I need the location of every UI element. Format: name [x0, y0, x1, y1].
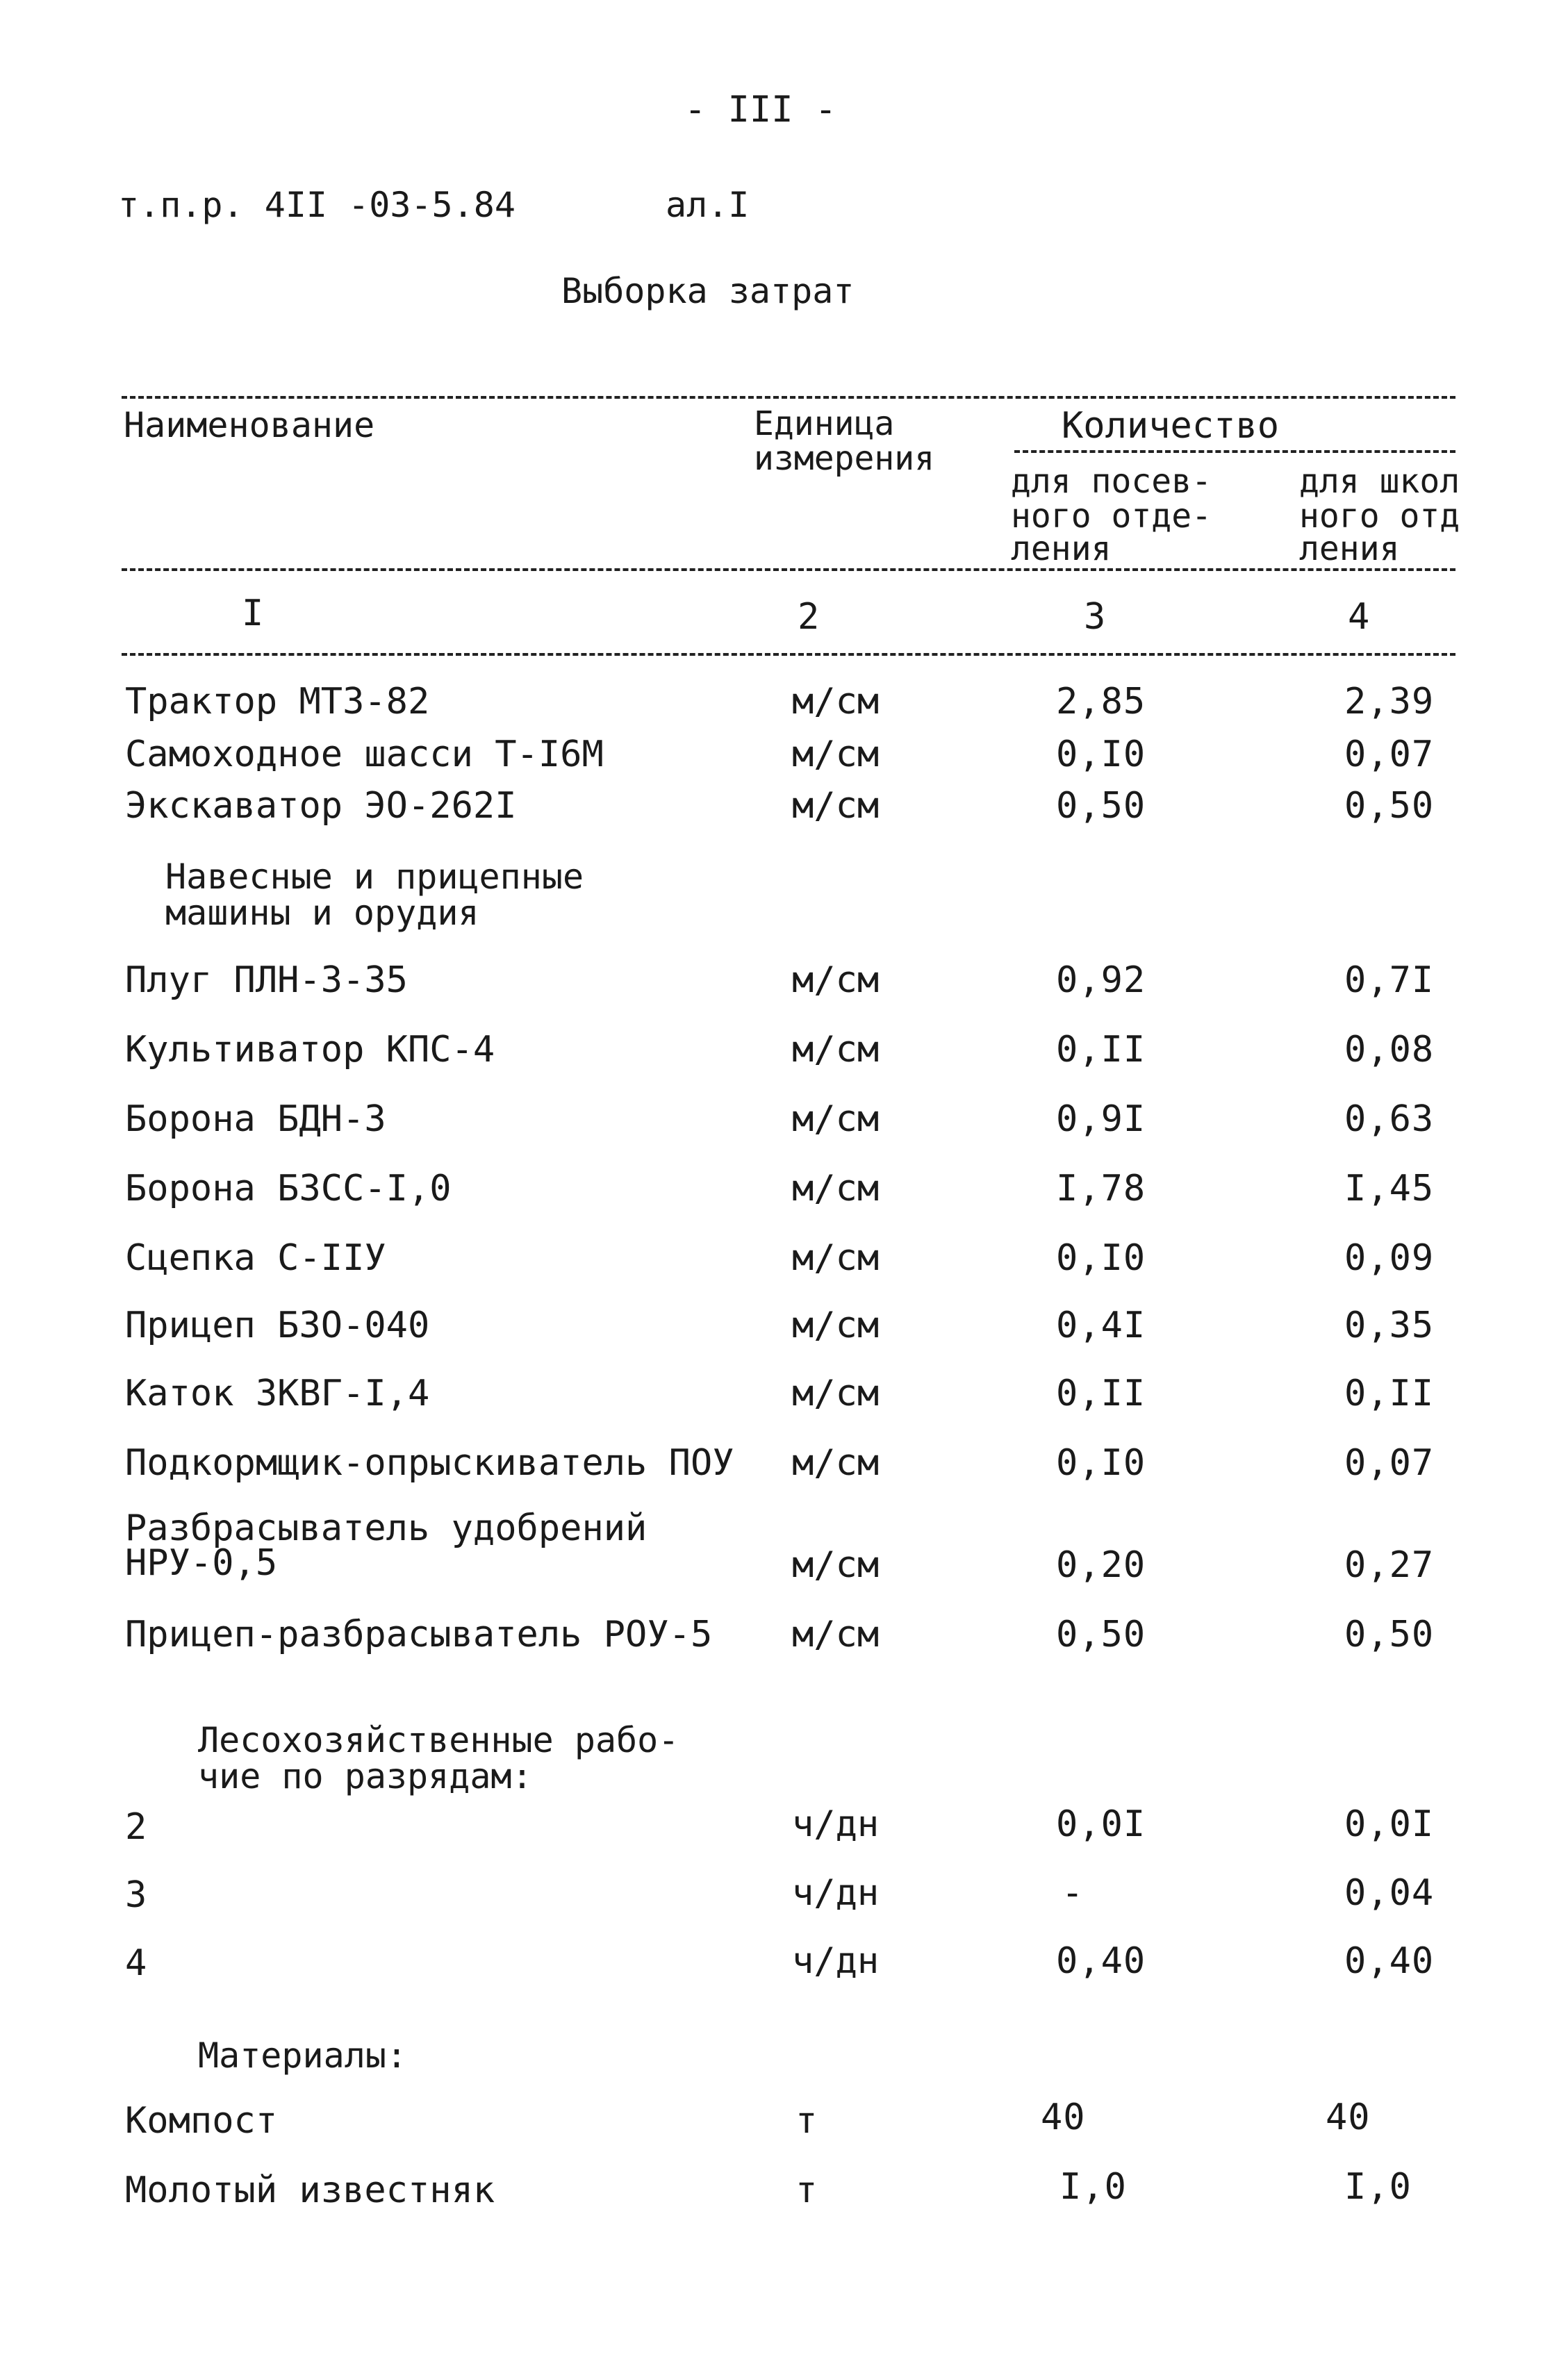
row-value-sowing: 0,II [1056, 1029, 1146, 1071]
section-heading-workers-line1: Лесохозяйственные рабо- [198, 1720, 679, 1760]
header-mid-rule [122, 568, 1455, 571]
section-heading-attached-line2: машины и орудия [165, 893, 479, 933]
row-name: 2 [125, 1806, 147, 1848]
quantity-underline [1014, 450, 1455, 453]
row-name: 3 [125, 1874, 147, 1916]
section-heading-attached-line1: Навесные и прицепные [165, 857, 584, 897]
header-top-rule [122, 396, 1455, 399]
row-unit: м/см [792, 785, 880, 827]
row-name: Прицеп БЗО-040 [125, 1305, 430, 1346]
row-unit: т [795, 2170, 818, 2211]
row-value-school: 0,II [1344, 1373, 1435, 1414]
column-header-school-line1: для школ [1299, 462, 1460, 501]
row-unit: м/см [792, 681, 880, 722]
column-header-unit-line2: измерения [754, 439, 935, 478]
row-value-school: 0,07 [1344, 1442, 1435, 1484]
section-heading-materials: Материалы: [198, 2035, 408, 2076]
column-header-unit-line1: Единица [754, 404, 895, 443]
doc-reference: т.п.р. 4II -03-5.84 [118, 185, 515, 225]
row-value-sowing: 40 [1041, 2097, 1086, 2138]
row-value-school: 2,39 [1344, 681, 1435, 722]
row-unit: м/см [792, 1544, 880, 1586]
column-number-3: 3 [1084, 596, 1106, 638]
row-value-sowing: 0,I0 [1056, 1442, 1146, 1484]
row-value-sowing: 0,I0 [1056, 734, 1146, 775]
row-unit: м/см [792, 1614, 880, 1655]
row-name: Экскаватор ЭО-262I [125, 785, 517, 827]
row-value-school: 0,35 [1344, 1305, 1435, 1346]
row-name: Плуг ПЛН-3-35 [125, 959, 408, 1001]
row-value-sowing: 0,9I [1056, 1098, 1146, 1140]
row-value-school: 40 [1326, 2097, 1371, 2138]
row-value-sowing: - [1062, 1872, 1084, 1914]
row-value-school: I,45 [1344, 1168, 1435, 1209]
row-value-sowing: 0,40 [1056, 1940, 1146, 1982]
row-unit: м/см [792, 1305, 880, 1346]
row-unit: м/см [792, 1098, 880, 1140]
column-header-sowing-line1: для посев- [1011, 462, 1212, 501]
row-value-school: 0,0I [1344, 1803, 1435, 1845]
column-number-2: 2 [798, 596, 820, 638]
row-name: Прицеп-разбрасыватель РОУ-5 [125, 1614, 713, 1655]
row-name: Борона БЗСС-I,0 [125, 1168, 452, 1209]
column-number-4: 4 [1348, 596, 1370, 638]
row-name: Трактор МТЗ-82 [125, 681, 430, 722]
row-value-school: 0,27 [1344, 1544, 1435, 1586]
column-header-school-line3: ления [1299, 529, 1400, 568]
row-unit: м/см [792, 959, 880, 1001]
row-name: Сцепка С-IIУ [125, 1237, 386, 1279]
row-value-school: 0,63 [1344, 1098, 1435, 1140]
column-header-school-line2: ного отд [1299, 497, 1460, 536]
column-header-sowing-line3: ления [1011, 529, 1112, 568]
row-name: 4 [125, 1942, 147, 1984]
row-value-school: I,0 [1344, 2166, 1412, 2208]
row-value-school: 0,04 [1344, 1872, 1435, 1914]
row-value-school: 0,7I [1344, 959, 1435, 1001]
row-unit: ч/дн [792, 1803, 880, 1845]
page-title: Выборка затрат [561, 271, 855, 311]
row-value-school: 0,50 [1344, 785, 1435, 827]
sheet-number: ал.I [666, 185, 750, 225]
row-name-line1: Разбрасыватель удобрений [125, 1507, 647, 1549]
row-value-sowing: 2,85 [1056, 681, 1146, 722]
row-value-sowing: 0,0I [1056, 1803, 1146, 1845]
row-value-sowing: 0,I0 [1056, 1237, 1146, 1279]
row-value-school: 0,40 [1344, 1940, 1435, 1982]
row-name: Каток ЗКВГ-I,4 [125, 1373, 430, 1414]
row-value-school: 0,50 [1344, 1614, 1435, 1655]
header-bottom-rule [122, 653, 1455, 656]
row-unit: ч/дн [792, 1940, 880, 1982]
row-value-sowing: I,0 [1059, 2166, 1127, 2208]
row-value-sowing: 0,4I [1056, 1305, 1146, 1346]
column-number-1: I [242, 593, 264, 634]
row-name: Молотый известняк [125, 2170, 495, 2211]
row-value-school: 0,08 [1344, 1029, 1435, 1071]
row-value-school: 0,07 [1344, 734, 1435, 775]
row-name-line2: НРУ-0,5 [125, 1542, 278, 1584]
column-header-sowing-line2: ного отде- [1011, 497, 1212, 536]
row-unit: м/см [792, 734, 880, 775]
page-number: - III - [684, 89, 837, 131]
column-header-quantity: Количество [1062, 405, 1280, 447]
row-unit: м/см [792, 1168, 880, 1209]
row-value-sowing: 0,II [1056, 1373, 1146, 1414]
row-name: Борона БДН-3 [125, 1098, 386, 1140]
row-unit: т [795, 2100, 818, 2142]
row-unit: м/см [792, 1373, 880, 1414]
row-unit: м/см [792, 1442, 880, 1484]
column-header-name: Наименование [124, 405, 375, 445]
section-heading-workers-line2: чие по разрядам: [198, 1756, 533, 1796]
row-unit: м/см [792, 1029, 880, 1071]
row-unit: ч/дн [792, 1872, 880, 1914]
row-name: Компост [125, 2100, 278, 2142]
row-value-school: 0,09 [1344, 1237, 1435, 1279]
row-name: Самоходное шасси Т-I6М [125, 734, 604, 775]
row-value-sowing: 0,92 [1056, 959, 1146, 1001]
row-value-sowing: I,78 [1056, 1168, 1146, 1209]
row-value-sowing: 0,50 [1056, 785, 1146, 827]
row-value-sowing: 0,20 [1056, 1544, 1146, 1586]
row-name: Культиватор КПС-4 [125, 1029, 495, 1071]
row-name: Подкормщик-опрыскиватель ПОУ [125, 1442, 734, 1484]
row-unit: м/см [792, 1237, 880, 1279]
row-value-sowing: 0,50 [1056, 1614, 1146, 1655]
